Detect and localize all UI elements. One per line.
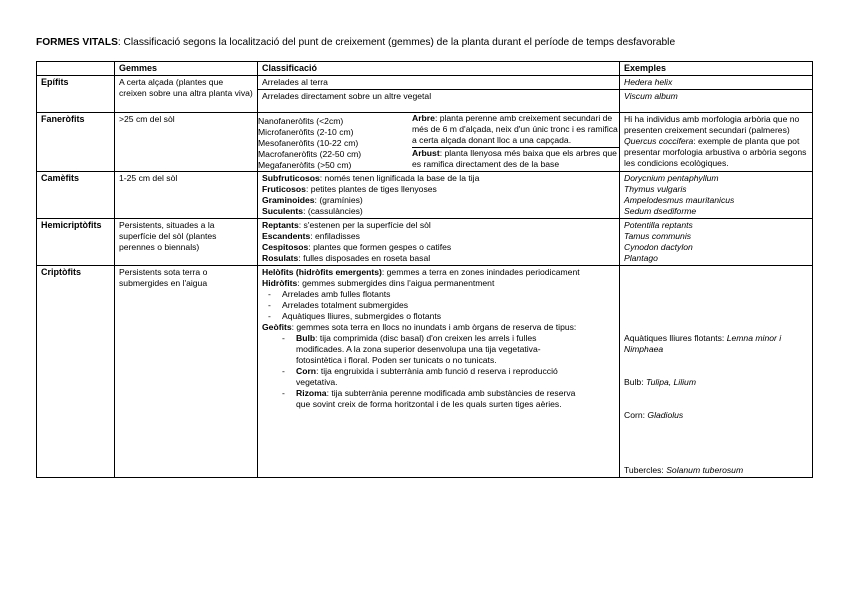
gemmes-cell: Persistents, situades a la superfície del sòl (plantes perennes o biennals) (115, 219, 258, 266)
arbre-text: : planta perenne amb creixement secundari de més de 6 m d'alçada, neix d'un únic tronc i es ramifica a certa alçada donant lloc a una capçada. (412, 113, 618, 145)
organ-text: : tija engruixida i subterrània amb funció d reserva i reproducció vegetativa. (296, 366, 558, 387)
example-cell: Hedera helix (620, 76, 813, 90)
class-text: : només tenen lignificada la base de la tija (319, 173, 480, 183)
class-item (262, 195, 615, 206)
page-title (36, 37, 675, 48)
class-cell: Arrelades al terra (258, 76, 620, 90)
class-label: Suculents (262, 206, 304, 216)
header-cell (37, 62, 115, 76)
example-text (624, 333, 808, 355)
size-item: Macrofaneròfits (22-50 cm) (258, 149, 362, 159)
arbust-definition (412, 148, 619, 171)
table-row (37, 113, 813, 172)
title-bold: FORMES VITALS (36, 37, 118, 48)
header-cell: Classificació (258, 62, 620, 76)
table-row (37, 266, 813, 478)
species-name: Tamus communis (624, 231, 692, 241)
row-label: Hemicriptòfits (37, 219, 115, 266)
example-text (624, 410, 808, 421)
arbre-definition (412, 113, 619, 148)
header-cell: Exemples (620, 62, 813, 76)
organ-label: Corn (296, 366, 317, 376)
class-text: : plantes que formen gespes o catifes (308, 242, 452, 252)
class-cell (258, 172, 620, 219)
species-name: Thymus vulgaris (624, 184, 687, 194)
life-forms-table (36, 61, 813, 478)
row-label: Epífits (37, 76, 115, 113)
table-row (37, 219, 813, 266)
geofits-item (262, 322, 615, 333)
class-item (262, 206, 615, 217)
arbust-label: Arbust (412, 148, 440, 159)
gemmes-cell: >25 cm del sòl (115, 113, 258, 172)
class-label: Escandents (262, 231, 311, 241)
fanerofits-subtable (258, 113, 619, 171)
class-cell (258, 266, 620, 478)
example-label: Tubercles: (624, 465, 667, 475)
class-item (262, 220, 615, 231)
organ-text: : tija comprimida (disc basal) d'on creixen les arrels i fulles modificades. A la zona superior desenvolupa una tija vegetativa-fotosintètica i floral. Poden ser tunicats o no tunicats. (296, 333, 541, 365)
class-item (262, 173, 615, 184)
species-name: Plantago (624, 253, 658, 263)
list-item: - Aquàtiques lliures, submergides o flotants (282, 311, 615, 322)
class-item (262, 231, 615, 242)
class-label: Graminoides (262, 195, 315, 205)
example-text (624, 465, 808, 476)
class-text: : enfiladisses (310, 231, 360, 241)
example-cell: Viscum album (620, 90, 813, 113)
class-item (262, 242, 615, 253)
class-text: : petites plantes de tiges llenyoses (305, 184, 437, 194)
geofits-list (262, 333, 615, 410)
list-item (296, 366, 585, 388)
table-row (37, 172, 813, 219)
class-label: Rosulats (262, 253, 299, 263)
example-text (624, 377, 808, 388)
class-label: Hidròfits (262, 278, 298, 288)
species-name: Ampelodesmus mauritanicus (624, 195, 735, 205)
species-name: Lemna minor i Nimphaea (624, 333, 782, 354)
header-cell: Gemmes (115, 62, 258, 76)
header-row (37, 62, 813, 76)
organ-label: Rizoma (296, 388, 327, 398)
helofits-item (262, 267, 615, 278)
organ-text: : tija subterrània perenne modificada amb substàncies de reserva que sovint creix de forma horitzontal i de les quals surten tiges aèries. (296, 388, 576, 409)
species-name: Sedum dsediforme (624, 206, 697, 216)
class-label: Subfruticosos (262, 173, 320, 183)
hidrofits-item (262, 278, 615, 289)
class-text: : fulles disposades en roseta basal (298, 253, 431, 263)
class-cell: Arrelades directament sobre un altre vegetal (258, 90, 620, 113)
class-item (262, 253, 615, 264)
species-name: Dorycnium pentaphyllum (624, 173, 719, 183)
table-row (37, 76, 813, 90)
organ-label: Bulb (296, 333, 316, 343)
example-label: Corn: (624, 410, 648, 420)
size-list (258, 113, 412, 171)
example-text (624, 136, 808, 169)
example-desc: : exemple de planta que pot presentar morfologia arbustiva o arbòria segons les condicions ecològiques. (624, 136, 807, 168)
class-label: Helòfits (hidròfits emergents) (262, 267, 382, 277)
list-item (296, 388, 585, 410)
class-label: Reptants (262, 220, 299, 230)
example-label: Bulb: (624, 377, 646, 387)
species-name: Tulipa, Lilium (645, 377, 696, 387)
size-item: Nanofaneròfits (<2cm) (258, 116, 344, 126)
list-item: - Arrelades amb fulles flotants (282, 289, 615, 300)
class-text: : s'estenen per la superfície del sòl (298, 220, 431, 230)
example-cell (620, 219, 813, 266)
title-rest: : Classificació segons la localització del punt de creixement (gemmes) de la planta durant el període de temps desfavorable (117, 37, 676, 48)
list-item: - Arrelades totalment submergides (282, 300, 615, 311)
species-name: Gladiolus (647, 410, 684, 420)
hidrofits-list (262, 289, 615, 322)
example-cell (620, 172, 813, 219)
class-text: : gemmes submergides dins l'aigua permanentment (297, 278, 495, 288)
size-item: Mesofaneròfits (10-22 cm) (258, 138, 359, 148)
class-text: : gemmes a terra en zones inindades periodicament (381, 267, 580, 277)
size-item: Microfaneròfits (2-10 cm) (258, 127, 354, 137)
row-label: Faneròfits (37, 113, 115, 172)
class-label: Geòfits (262, 322, 292, 332)
species-name: Potentilla reptants (624, 220, 693, 230)
class-text: : (gramínies) (314, 195, 363, 205)
example-label: Aquàtiques lliures flotants: (624, 333, 727, 343)
species-name: Quercus coccifera (624, 136, 694, 146)
class-text: : (cassulàncies) (303, 206, 363, 216)
arbust-text: : planta llenyosa més baixa que els arbres que es ramifica directament des de la base (412, 148, 617, 170)
arbre-label: Arbre (412, 113, 435, 123)
class-cell (258, 113, 620, 172)
class-cell (258, 219, 620, 266)
row-label: Criptòfits (37, 266, 115, 478)
class-label: Fruticosos (262, 184, 306, 194)
species-name: Solanum tuberosum (666, 465, 744, 475)
class-label: Cespitosos (262, 242, 309, 252)
list-item (296, 333, 585, 366)
class-text: : gemmes sota terra en llocs no inundats i amb òrgans de reserva de tipus: (291, 322, 577, 332)
size-item: Megafaneròfits (>50 cm) (258, 160, 352, 170)
gemmes-cell: A certa alçada (plantes que creixen sobre una altra planta viva) (115, 76, 258, 113)
row-label: Camèfits (37, 172, 115, 219)
example-cell (620, 266, 813, 478)
class-item (262, 184, 615, 195)
example-text: Hi ha individus amb morfologia arbòria que no presenten creixement secundari (palmeres) (624, 114, 800, 135)
gemmes-cell: 1-25 cm del sòl (115, 172, 258, 219)
species-name: Cynodon dactylon (624, 242, 693, 252)
gemmes-cell: Persistents sota terra o submergides en l'aigua (115, 266, 258, 478)
example-cell (620, 113, 813, 172)
